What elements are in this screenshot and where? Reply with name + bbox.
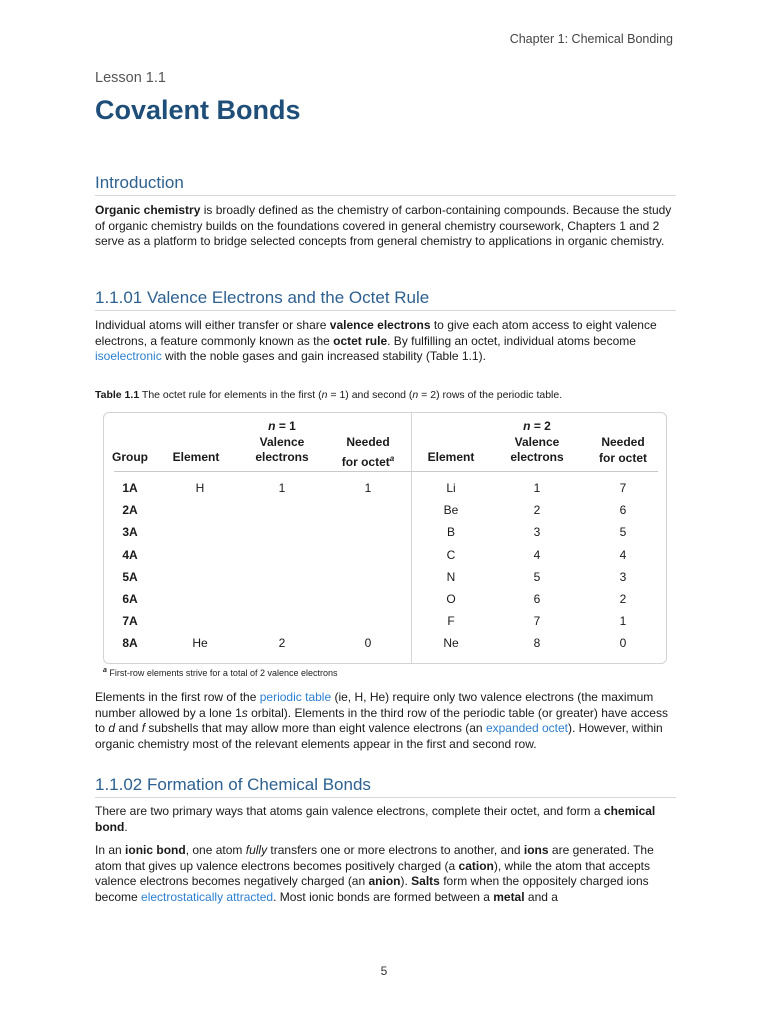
table-cell: 2 [533, 503, 541, 518]
table-cell: B [446, 525, 455, 540]
periodic-table-link[interactable]: periodic table [259, 690, 332, 704]
table-cell: 7 [533, 614, 541, 629]
table-cell: 3 [533, 525, 541, 540]
intro-paragraph: Organic chemistry is broadly defined as the chemistry of carbon-containing compounds. Because the study of organic chemistry builds on the foundations covered in general chemistry coursework, Chapters 1 and 2 serve as a platform to bridge selected concepts from general chemistry to applications in organic chemistry. [95, 203, 672, 249]
table-cell: 2A [122, 503, 138, 518]
heading-rule [95, 797, 676, 798]
table-cell: O [446, 592, 456, 606]
table-cell: 2 [619, 592, 627, 606]
table-cell: Li [446, 481, 456, 495]
table-cell: 8 [533, 636, 541, 651]
table-cell: 8A [122, 636, 138, 651]
periodic-paragraph: Elements in the first row of the periodic table (ie, H, He) require only two valence electrons (the maximum number allowed by a lone 1s orbital). Elements in the third row of the periodic table (or greater) have access to d and f subshells that may allow more than eight valence electrons (an expanded octet). However, within organic chemistry most of the relevant elements appear in the first and second row. [95, 690, 668, 751]
table-caption: Table 1.1 The octet rule for elements in the first (n = 1) and second (n = 2) rows of the periodic table. [95, 389, 563, 401]
col-header-needed-1: Needed for octet$^a$ [341, 435, 395, 469]
section-heading-bonds: 1.1.02 Formation of Chemical Bonds [95, 775, 371, 794]
table-cell: 1 [533, 481, 541, 495]
table-cell: 6A [122, 592, 138, 606]
section-heading-introduction: Introduction [95, 173, 184, 192]
col-header-valence-2: n = 2 Valence electrons [510, 419, 564, 464]
lesson-label: Lesson 1.1 [95, 70, 166, 86]
col-header-element-2: Element [427, 450, 475, 464]
table-cell: 4 [619, 547, 627, 562]
table-cell: 1 [364, 481, 372, 495]
table-cell: 4A [122, 547, 138, 562]
table-cell: F [447, 614, 455, 629]
table-cell: 6 [619, 503, 627, 518]
col-header-group: Group [112, 450, 148, 464]
header-rule [114, 471, 658, 472]
column-divider [411, 413, 412, 663]
section-heading-valence: 1.1.01 Valence Electrons and the Octet Rule [95, 288, 430, 307]
table-cell: 1 [619, 614, 627, 629]
table-cell: 3 [619, 569, 627, 584]
table-cell: N [446, 569, 456, 584]
table-cell: Ne [443, 636, 459, 651]
table-cell: 6 [533, 592, 541, 606]
table-cell: 7 [619, 481, 627, 495]
table-cell: 5 [533, 569, 541, 584]
table-cell: 0 [619, 636, 627, 651]
col-header-valence-1: n = 1 Valence electrons [255, 419, 309, 464]
table-cell: 4 [533, 547, 541, 562]
table-cell: 2 [278, 636, 286, 651]
heading-rule [95, 195, 676, 196]
chapter-header: Chapter 1: Chemical Bonding [509, 32, 673, 46]
heading-rule [95, 310, 676, 311]
table-cell: 3A [122, 525, 138, 540]
isoelectronic-link[interactable]: isoelectronic [95, 349, 162, 364]
table-cell: 5 [619, 525, 627, 540]
valence-paragraph: Individual atoms will either transfer or share valence electrons to give each atom access to eight valence electrons, a feature commonly known as the octet rule. By fulfilling an octet, individual atoms become isoelectronic with the noble gases and gain increased stability (Table 1.1). [95, 318, 657, 364]
page-number: 5 [380, 964, 388, 978]
col-header-element-1: Element [172, 450, 220, 464]
bonds-paragraph-1: There are two primary ways that atoms gain valence electrons, complete their octet, and form a chemical bond. [95, 804, 656, 834]
table-cell: 5A [122, 569, 138, 584]
table-cell: 1A [122, 481, 138, 495]
table-footnote: $^a$ First-row elements strive for a total of 2 valence electrons [103, 667, 338, 678]
col-header-needed-2: Needed for octet [599, 435, 647, 465]
page-title: Covalent Bonds [95, 95, 301, 125]
table-cell: 7A [122, 614, 138, 629]
table-cell: He [192, 636, 208, 651]
table-cell: H [195, 481, 205, 495]
bonds-paragraph-2: In an ionic bond, one atom fully transfers one or more electrons to another, and ions are generated. The atom that gives up valence electrons becomes positively charged (a cation), while the atom that accepts valence electrons becomes negatively charged (an anion). Salts form when the oppositely charged ions become electrostatically attracted. Most ionic bonds are formed between a metal and a [95, 843, 654, 904]
table-cell: 1 [278, 481, 286, 495]
expanded-octet-link[interactable]: expanded octet [485, 721, 569, 736]
octet-table [103, 412, 667, 664]
table-cell: C [446, 547, 456, 562]
table-cell: 0 [364, 636, 372, 651]
electrostatically-attracted-link[interactable]: electrostatically attracted [141, 889, 274, 904]
table-cell: Be [443, 503, 459, 518]
